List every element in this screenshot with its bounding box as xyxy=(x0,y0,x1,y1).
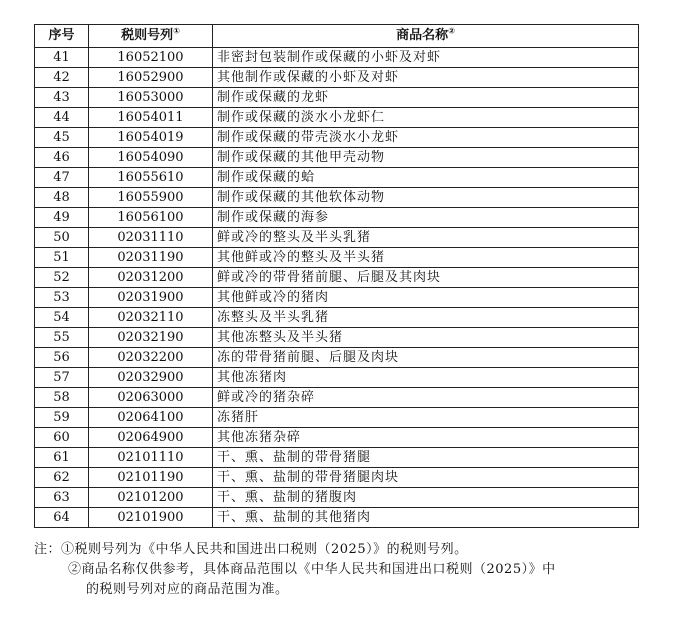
cell-code: 16052100 xyxy=(89,48,213,68)
cell-code: 02064900 xyxy=(89,428,213,448)
cell-name: 其他鲜或冷的整头及半头猪 xyxy=(213,248,639,268)
table-row xyxy=(35,468,639,488)
footnote-2: ②商品名称仅供参考，具体商品范围以《中华人民共和国进出口税则（2025）》中 xyxy=(68,562,556,577)
cell-name: 干、熏、盐制的猪腹肉 xyxy=(213,488,639,508)
cell-name: 冻整头及半头乳猪 xyxy=(213,308,639,328)
header-name xyxy=(213,25,639,48)
table-row xyxy=(35,368,639,388)
cell-seq: 55 xyxy=(35,328,89,348)
table-row xyxy=(35,348,639,368)
cell-code: 02032200 xyxy=(89,348,213,368)
table-row xyxy=(35,488,639,508)
cell-name: 制作或保藏的海参 xyxy=(213,208,639,228)
cell-code: 02031110 xyxy=(89,228,213,248)
cell-seq: 46 xyxy=(35,148,89,168)
table-row xyxy=(35,48,639,68)
cell-code: 16055900 xyxy=(89,188,213,208)
table-row xyxy=(35,288,639,308)
cell-name: 其他制作或保藏的小虾及对虾 xyxy=(213,68,639,88)
cell-name: 制作或保藏的其他软体动物 xyxy=(213,188,639,208)
table-row xyxy=(35,248,639,268)
table-row xyxy=(35,168,639,188)
footnotes xyxy=(34,540,654,600)
cell-code: 02031200 xyxy=(89,268,213,288)
cell-code: 02101190 xyxy=(89,468,213,488)
cell-name: 鲜或冷的整头及半头乳猪 xyxy=(213,228,639,248)
table-row xyxy=(35,228,639,248)
cell-code: 16053000 xyxy=(89,88,213,108)
table-body xyxy=(35,48,639,528)
table-row xyxy=(35,308,639,328)
cell-name: 其他鲜或冷的猪肉 xyxy=(213,288,639,308)
cell-name: 其他冻猪杂碎 xyxy=(213,428,639,448)
cell-seq: 47 xyxy=(35,168,89,188)
table-row xyxy=(35,328,639,348)
cell-code: 16054090 xyxy=(89,148,213,168)
header-name-footnote-mark: ② xyxy=(448,26,455,36)
cell-name: 制作或保藏的蛤 xyxy=(213,168,639,188)
cell-seq: 54 xyxy=(35,308,89,328)
cell-seq: 52 xyxy=(35,268,89,288)
header-code xyxy=(89,25,213,48)
cell-code: 02101900 xyxy=(89,508,213,528)
table-row xyxy=(35,428,639,448)
cell-seq: 56 xyxy=(35,348,89,368)
cell-name: 制作或保藏的其他甲壳动物 xyxy=(213,148,639,168)
table-row xyxy=(35,448,639,468)
cell-name: 鲜或冷的猪杂碎 xyxy=(213,388,639,408)
cell-name: 非密封包装制作或保藏的小虾及对虾 xyxy=(213,48,639,68)
tariff-table xyxy=(34,24,639,528)
cell-name: 干、熏、盐制的带骨猪腿肉块 xyxy=(213,468,639,488)
cell-seq: 48 xyxy=(35,188,89,208)
table-row xyxy=(35,188,639,208)
cell-name: 其他冻猪肉 xyxy=(213,368,639,388)
cell-seq: 64 xyxy=(35,508,89,528)
cell-name: 冻猪肝 xyxy=(213,408,639,428)
cell-name: 冻的带骨猪前腿、后腿及肉块 xyxy=(213,348,639,368)
cell-name: 制作或保藏的带壳淡水小龙虾 xyxy=(213,128,639,148)
cell-seq: 58 xyxy=(35,388,89,408)
cell-code: 16055610 xyxy=(89,168,213,188)
cell-seq: 60 xyxy=(35,428,89,448)
cell-name: 干、熏、盐制的其他猪肉 xyxy=(213,508,639,528)
footnote-2-continued: 的税则号列对应的商品范围为准。 xyxy=(86,582,289,597)
cell-seq: 59 xyxy=(35,408,89,428)
cell-code: 16052900 xyxy=(89,68,213,88)
cell-seq: 41 xyxy=(35,48,89,68)
cell-code: 02032190 xyxy=(89,328,213,348)
cell-name: 干、熏、盐制的带骨猪腿 xyxy=(213,448,639,468)
table-row xyxy=(35,148,639,168)
cell-seq: 42 xyxy=(35,68,89,88)
cell-name: 制作或保藏的龙虾 xyxy=(213,88,639,108)
cell-code: 02064100 xyxy=(89,408,213,428)
header-name-label: 商品名称 xyxy=(396,28,449,43)
table-row xyxy=(35,68,639,88)
cell-name: 鲜或冷的带骨猪前腿、后腿及其肉块 xyxy=(213,268,639,288)
table-row xyxy=(35,88,639,108)
table-row xyxy=(35,128,639,148)
cell-code: 02031190 xyxy=(89,248,213,268)
table-row xyxy=(35,388,639,408)
cell-code: 16054019 xyxy=(89,128,213,148)
cell-name: 其他冻整头及半头猪 xyxy=(213,328,639,348)
header-code-label: 税则号列 xyxy=(121,28,174,43)
table-row xyxy=(35,208,639,228)
table-row xyxy=(35,268,639,288)
cell-seq: 51 xyxy=(35,248,89,268)
cell-seq: 43 xyxy=(35,88,89,108)
cell-code: 02032110 xyxy=(89,308,213,328)
table-row xyxy=(35,408,639,428)
cell-code: 16056100 xyxy=(89,208,213,228)
cell-seq: 61 xyxy=(35,448,89,468)
cell-code: 02032900 xyxy=(89,368,213,388)
cell-code: 16054011 xyxy=(89,108,213,128)
cell-seq: 62 xyxy=(35,468,89,488)
cell-code: 02101110 xyxy=(89,448,213,468)
cell-code: 02101200 xyxy=(89,488,213,508)
cell-name: 制作或保藏的淡水小龙虾仁 xyxy=(213,108,639,128)
header-seq: 序号 xyxy=(35,25,89,48)
cell-seq: 44 xyxy=(35,108,89,128)
cell-seq: 49 xyxy=(35,208,89,228)
header-code-footnote-mark: ① xyxy=(173,26,180,36)
cell-seq: 50 xyxy=(35,228,89,248)
footnote-1: 注：①税则号列为《中华人民共和国进出口税则（2025）》的税则号列。 xyxy=(34,542,468,557)
table-header-row xyxy=(35,25,639,48)
cell-seq: 57 xyxy=(35,368,89,388)
cell-seq: 63 xyxy=(35,488,89,508)
cell-code: 02063000 xyxy=(89,388,213,408)
cell-seq: 53 xyxy=(35,288,89,308)
table-row xyxy=(35,508,639,528)
cell-code: 02031900 xyxy=(89,288,213,308)
table-row xyxy=(35,108,639,128)
cell-seq: 45 xyxy=(35,128,89,148)
